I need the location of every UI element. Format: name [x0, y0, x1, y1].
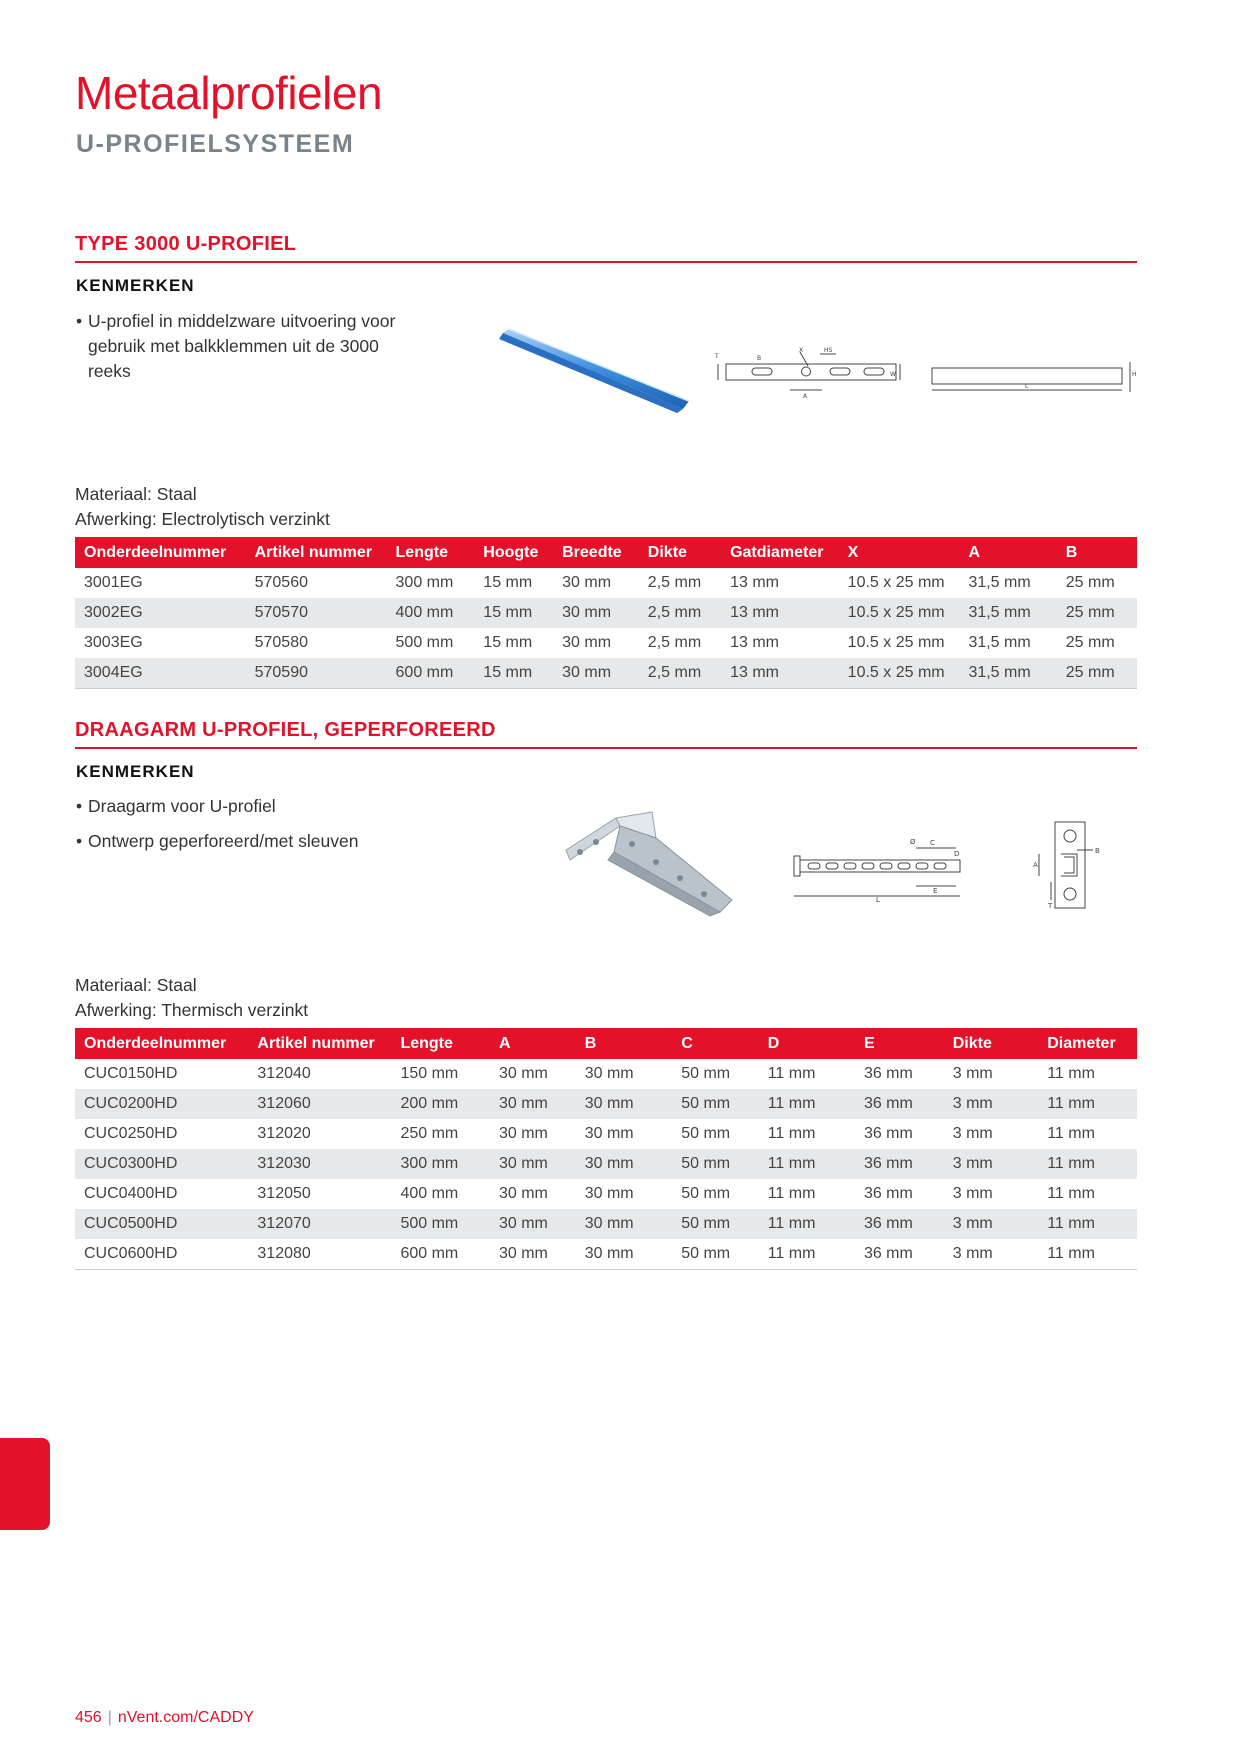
- table-cell: 600 mm: [391, 1239, 490, 1270]
- column-header: B: [1057, 537, 1137, 568]
- table-cell: 30 mm: [576, 1089, 673, 1119]
- svg-text:L: L: [1025, 383, 1029, 390]
- table-row: [75, 1059, 1137, 1089]
- table-cell: 11 mm: [767, 1065, 816, 1082]
- table-cell: 36 mm: [855, 1239, 944, 1270]
- features-list: [76, 794, 456, 864]
- table-cell: 36 mm: [855, 1149, 944, 1179]
- table-cell: 30 mm: [576, 1149, 673, 1179]
- bracket-side-view-diagram: [790, 832, 970, 902]
- table-cell: 250 mm: [400, 1125, 459, 1142]
- table-cell: 31,5 mm: [959, 598, 1056, 628]
- page-footer: [75, 1709, 254, 1727]
- table-cell: 30 mm: [490, 1089, 576, 1119]
- table-cell: 30 mm: [576, 1209, 673, 1239]
- bracket-end-view-diagram: [1015, 820, 1105, 910]
- table-row: [75, 658, 1137, 689]
- table-cell: 3 mm: [952, 1125, 993, 1142]
- table-cell: 13 mm: [730, 634, 779, 651]
- table-cell: 11 mm: [759, 1239, 855, 1270]
- table-cell: 50 mm: [672, 1239, 758, 1270]
- svg-text:H: H: [1132, 371, 1137, 378]
- page-title: Metaalprofielen: [75, 67, 383, 119]
- svg-text:HS: HS: [824, 347, 833, 354]
- table-cell: 13 mm: [721, 658, 839, 689]
- table-cell: 50 mm: [672, 1089, 758, 1119]
- finish-text: Afwerking: Electrolytisch verzinkt: [75, 509, 330, 529]
- table-cell: 312070: [248, 1209, 391, 1239]
- svg-text:B: B: [757, 355, 762, 362]
- table-cell: 50 mm: [672, 1209, 758, 1239]
- table-cell: CUC0150HD: [84, 1065, 178, 1082]
- table-cell: 300 mm: [391, 1149, 490, 1179]
- table-cell: 13 mm: [730, 574, 779, 591]
- table-cell: 30 mm: [562, 634, 612, 651]
- table-cell: 300 mm: [395, 574, 454, 591]
- column-header: X: [839, 537, 960, 568]
- table-cell: 10.5 x 25 mm: [847, 574, 945, 591]
- table-cell: CUC0600HD: [75, 1239, 248, 1270]
- column-header: Hoogte: [474, 537, 553, 568]
- column-header: Gatdiameter: [721, 537, 839, 568]
- u-profile-top-view-diagram: [712, 344, 912, 400]
- finish-text: Afwerking: Thermisch verzinkt: [75, 1000, 309, 1020]
- table-cell: 30 mm: [490, 1239, 576, 1270]
- column-header: A: [490, 1028, 576, 1059]
- features-list: [76, 309, 396, 384]
- table-cell: 11 mm: [1038, 1209, 1137, 1239]
- svg-text:B: B: [1095, 847, 1100, 855]
- column-header: Lengte: [391, 1028, 490, 1059]
- table-cell: 11 mm: [767, 1185, 816, 1202]
- svg-text:C: C: [930, 839, 935, 847]
- svg-text:T: T: [1048, 902, 1053, 910]
- table-cell: 25 mm: [1065, 574, 1115, 591]
- table-cell: 570580: [254, 634, 308, 651]
- table-cell: 3 mm: [952, 1185, 993, 1202]
- table-cell: 3 mm: [944, 1089, 1038, 1119]
- table-cell: 50 mm: [681, 1065, 731, 1082]
- column-header: Dikte: [639, 537, 721, 568]
- table-cell: 3 mm: [952, 1065, 993, 1082]
- table-cell: 30 mm: [498, 1125, 548, 1142]
- table-header-row: [75, 1028, 1137, 1059]
- table-row: [75, 1149, 1137, 1179]
- feature-item: • U-profiel in middelzware uitvoering voor gebruik met balkklemmen uit de 3000 reeks: [76, 309, 396, 384]
- table-cell: 150 mm: [400, 1065, 459, 1082]
- table-cell: 312080: [248, 1239, 391, 1270]
- table-cell: 15 mm: [483, 574, 533, 591]
- table-cell: 11 mm: [767, 1125, 816, 1142]
- features-label: KENMERKEN: [76, 276, 195, 295]
- table-row: [75, 628, 1137, 658]
- table-cell: 13 mm: [721, 598, 839, 628]
- svg-text:A: A: [1033, 861, 1038, 869]
- footer-separator: |: [107, 1709, 112, 1726]
- table-cell: 30 mm: [584, 1185, 634, 1202]
- table-cell: 36 mm: [863, 1065, 913, 1082]
- table-cell: 50 mm: [681, 1125, 731, 1142]
- column-header: Diameter: [1038, 1028, 1137, 1059]
- page-number: 456: [75, 1709, 102, 1726]
- table-cell: 200 mm: [391, 1089, 490, 1119]
- table-cell: 400 mm: [400, 1185, 459, 1202]
- svg-text:T: T: [715, 353, 719, 360]
- table-cell: 312040: [257, 1065, 311, 1082]
- table-row: [75, 568, 1137, 598]
- feature-item: • Ontwerp geperforeerd/met sleuven: [76, 829, 456, 854]
- table-cell: 15 mm: [474, 658, 553, 689]
- spec-table-draagarm: [75, 1028, 1137, 1270]
- table-cell: 11 mm: [1047, 1185, 1095, 1202]
- svg-text:Ø: Ø: [910, 838, 916, 846]
- column-header: Onderdeelnummer: [75, 1028, 248, 1059]
- table-row: [75, 1089, 1137, 1119]
- table-cell: 312020: [257, 1125, 311, 1142]
- table-cell: CUC0200HD: [75, 1089, 248, 1119]
- column-header: E: [855, 1028, 944, 1059]
- svg-text:L: L: [876, 896, 880, 902]
- table-cell: 570590: [246, 658, 387, 689]
- u-profile-product-image: [495, 325, 695, 415]
- table-cell: 11 mm: [1038, 1239, 1137, 1270]
- table-cell: 3003EG: [84, 634, 143, 651]
- table-cell: 31,5 mm: [968, 634, 1031, 651]
- table-cell: 2,5 mm: [639, 598, 721, 628]
- table-cell: 30 mm: [584, 1065, 634, 1082]
- footer-link[interactable]: nVent.com/CADDY: [117, 1709, 254, 1726]
- column-header: Onderdeelnummer: [75, 537, 246, 568]
- table-cell: 11 mm: [1038, 1089, 1137, 1119]
- table-cell: 400 mm: [387, 598, 475, 628]
- table-cell: 11 mm: [759, 1209, 855, 1239]
- spec-table-type-3000: [75, 537, 1137, 689]
- table-cell: 30 mm: [576, 1239, 673, 1270]
- table-cell: CUC0300HD: [75, 1149, 248, 1179]
- svg-text:W: W: [890, 371, 896, 378]
- section-heading-type-3000: TYPE 3000 U-PROFIEL: [75, 233, 1137, 263]
- column-header: D: [759, 1028, 855, 1059]
- table-cell: 36 mm: [863, 1185, 913, 1202]
- table-cell: 11 mm: [1047, 1125, 1095, 1142]
- column-header: Breedte: [553, 537, 639, 568]
- column-header: Dikte: [944, 1028, 1038, 1059]
- table-cell: 25 mm: [1057, 598, 1137, 628]
- column-header: Lengte: [387, 537, 475, 568]
- table-cell: CUC0250HD: [84, 1125, 178, 1142]
- table-row: [75, 1209, 1137, 1239]
- table-cell: 10.5 x 25 mm: [847, 634, 945, 651]
- page-subtitle: U-PROFIELSYSTEEM: [76, 130, 355, 158]
- column-header: Artikel nummer: [246, 537, 387, 568]
- table-cell: 30 mm: [553, 598, 639, 628]
- bracket-product-image: [560, 808, 740, 918]
- chapter-tab: [0, 1438, 50, 1530]
- table-cell: CUC0400HD: [84, 1185, 178, 1202]
- table-cell: 500 mm: [391, 1209, 490, 1239]
- column-header: B: [576, 1028, 673, 1059]
- table-cell: 3002EG: [75, 598, 246, 628]
- table-cell: 3 mm: [944, 1239, 1038, 1270]
- table-cell: 30 mm: [490, 1209, 576, 1239]
- table-cell: 36 mm: [855, 1089, 944, 1119]
- table-cell: 11 mm: [1047, 1065, 1095, 1082]
- section-heading-draagarm: DRAAGARM U-PROFIEL, GEPERFOREERD: [75, 719, 1137, 749]
- svg-text:X: X: [799, 347, 804, 354]
- table-cell: 30 mm: [498, 1185, 548, 1202]
- table-cell: 11 mm: [1038, 1149, 1137, 1179]
- table-header-row: [75, 537, 1137, 568]
- table-cell: 2,5 mm: [647, 574, 702, 591]
- table-cell: 15 mm: [474, 598, 553, 628]
- table-cell: 10.5 x 25 mm: [839, 598, 960, 628]
- table-cell: 30 mm: [490, 1149, 576, 1179]
- table-cell: 31,5 mm: [959, 658, 1056, 689]
- table-cell: 25 mm: [1065, 634, 1115, 651]
- table-cell: 570560: [254, 574, 308, 591]
- table-cell: 2,5 mm: [639, 658, 721, 689]
- table-cell: 11 mm: [759, 1089, 855, 1119]
- table-cell: 25 mm: [1057, 658, 1137, 689]
- table-cell: 3 mm: [944, 1149, 1038, 1179]
- table-cell: 50 mm: [681, 1185, 731, 1202]
- table-cell: 31,5 mm: [968, 574, 1031, 591]
- table-cell: 312060: [248, 1089, 391, 1119]
- table-cell: 36 mm: [863, 1125, 913, 1142]
- table-cell: 2,5 mm: [647, 634, 702, 651]
- column-header: A: [959, 537, 1056, 568]
- table-cell: 15 mm: [483, 634, 533, 651]
- table-cell: 30 mm: [562, 574, 612, 591]
- table-cell: 312050: [257, 1185, 311, 1202]
- svg-text:D: D: [954, 850, 960, 858]
- table-row: [75, 598, 1137, 628]
- material-text: Materiaal: Staal: [75, 975, 197, 995]
- table-cell: 600 mm: [387, 658, 475, 689]
- table-cell: CUC0500HD: [75, 1209, 248, 1239]
- table-cell: 10.5 x 25 mm: [839, 658, 960, 689]
- table-cell: 30 mm: [498, 1065, 548, 1082]
- table-row: [75, 1179, 1137, 1209]
- table-row: [75, 1239, 1137, 1270]
- column-header: C: [672, 1028, 758, 1059]
- feature-item: • Draagarm voor U-profiel: [76, 794, 456, 819]
- material-info: [75, 482, 330, 532]
- table-cell: 3001EG: [84, 574, 143, 591]
- features-label: KENMERKEN: [76, 762, 195, 781]
- table-cell: 50 mm: [672, 1149, 758, 1179]
- table-cell: 30 mm: [584, 1125, 634, 1142]
- material-text: Materiaal: Staal: [75, 484, 197, 504]
- table-cell: 36 mm: [855, 1209, 944, 1239]
- table-cell: 11 mm: [759, 1149, 855, 1179]
- table-cell: 570570: [246, 598, 387, 628]
- svg-text:A: A: [803, 393, 808, 400]
- table-cell: 3 mm: [944, 1209, 1038, 1239]
- table-cell: 500 mm: [395, 634, 454, 651]
- column-header: Artikel nummer: [248, 1028, 391, 1059]
- table-cell: 30 mm: [553, 658, 639, 689]
- u-profile-side-view-diagram: [930, 356, 1140, 396]
- table-row: [75, 1119, 1137, 1149]
- svg-text:E: E: [933, 887, 938, 895]
- table-cell: 3004EG: [75, 658, 246, 689]
- material-info: [75, 973, 308, 1023]
- table-cell: 312030: [248, 1149, 391, 1179]
